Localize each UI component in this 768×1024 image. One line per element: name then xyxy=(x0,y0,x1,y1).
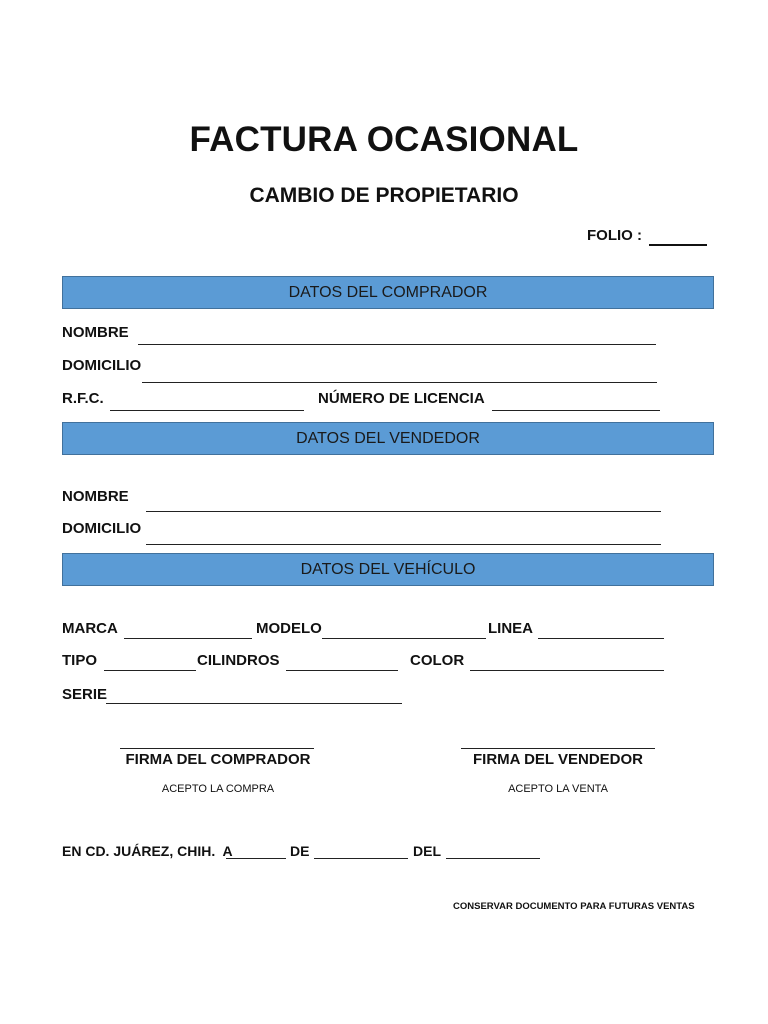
fecha-del-label: DEL xyxy=(413,843,441,859)
vendedor-domicilio-label: DOMICILIO xyxy=(62,520,142,537)
section-header-comprador-label: DATOS DEL COMPRADOR xyxy=(288,283,488,301)
fecha-lugar-label: EN CD. JUÁREZ, CHIH. A xyxy=(62,843,233,859)
vehiculo-cilindros-label: CILINDROS xyxy=(197,652,280,669)
fecha-anio-field[interactable] xyxy=(446,858,540,859)
section-header-comprador xyxy=(62,276,714,309)
comprador-domicilio-label: DOMICILIO xyxy=(62,357,142,374)
firma-comprador-field[interactable] xyxy=(120,748,314,749)
vehiculo-linea-label: LINEA xyxy=(488,620,533,637)
firma-comprador-sub: ACEPTO LA COMPRA xyxy=(161,783,275,795)
comprador-nombre-field[interactable] xyxy=(138,344,656,345)
fecha-mes-field[interactable] xyxy=(314,858,408,859)
fecha-dia-field[interactable] xyxy=(226,858,286,859)
comprador-rfc-label: R.F.C. xyxy=(62,390,104,407)
vehiculo-marca-field[interactable] xyxy=(124,638,252,639)
vehiculo-color-label: COLOR xyxy=(410,652,465,669)
vehiculo-modelo-label: MODELO xyxy=(256,620,322,637)
comprador-nombre-label: NOMBRE xyxy=(62,324,129,341)
vendedor-nombre-label: NOMBRE xyxy=(62,488,129,505)
vehiculo-tipo-label: TIPO xyxy=(62,652,98,669)
vehiculo-serie-label: SERIE xyxy=(62,686,108,703)
document-title: FACTURA OCASIONAL xyxy=(189,120,579,159)
document-subtitle: CAMBIO DE PROPIETARIO xyxy=(249,184,519,207)
vehiculo-linea-field[interactable] xyxy=(538,638,664,639)
folio-field[interactable] xyxy=(649,244,707,246)
comprador-licencia-label: NÚMERO DE LICENCIA xyxy=(318,390,485,407)
fecha-de-label: DE xyxy=(290,843,310,859)
firma-vendedor-label: FIRMA DEL VENDEDOR xyxy=(472,751,643,768)
comprador-rfc-field[interactable] xyxy=(110,410,304,411)
section-header-vendedor xyxy=(62,422,714,455)
folio-label: FOLIO : xyxy=(587,227,642,244)
section-header-vehiculo-label: DATOS DEL VEHÍCULO xyxy=(300,560,476,578)
vendedor-nombre-field[interactable] xyxy=(146,511,661,512)
vehiculo-marca-label: MARCA xyxy=(62,620,118,637)
vehiculo-modelo-field[interactable] xyxy=(322,638,486,639)
firma-comprador-label: FIRMA DEL COMPRADOR xyxy=(125,751,311,768)
footer-note: CONSERVAR DOCUMENTO PARA FUTURAS VENTAS xyxy=(453,901,695,912)
section-header-vendedor-label: DATOS DEL VENDEDOR xyxy=(296,429,480,447)
comprador-domicilio-field[interactable] xyxy=(142,382,657,383)
vehiculo-tipo-field[interactable] xyxy=(104,670,196,671)
vehiculo-cilindros-field[interactable] xyxy=(286,670,398,671)
firma-vendedor-sub: ACEPTO LA VENTA xyxy=(508,783,608,795)
section-header-vehiculo xyxy=(62,553,714,586)
vehiculo-color-field[interactable] xyxy=(470,670,664,671)
vehiculo-serie-field[interactable] xyxy=(106,703,402,704)
firma-vendedor-field[interactable] xyxy=(461,748,655,749)
comprador-licencia-field[interactable] xyxy=(492,410,660,411)
vendedor-domicilio-field[interactable] xyxy=(146,544,661,545)
